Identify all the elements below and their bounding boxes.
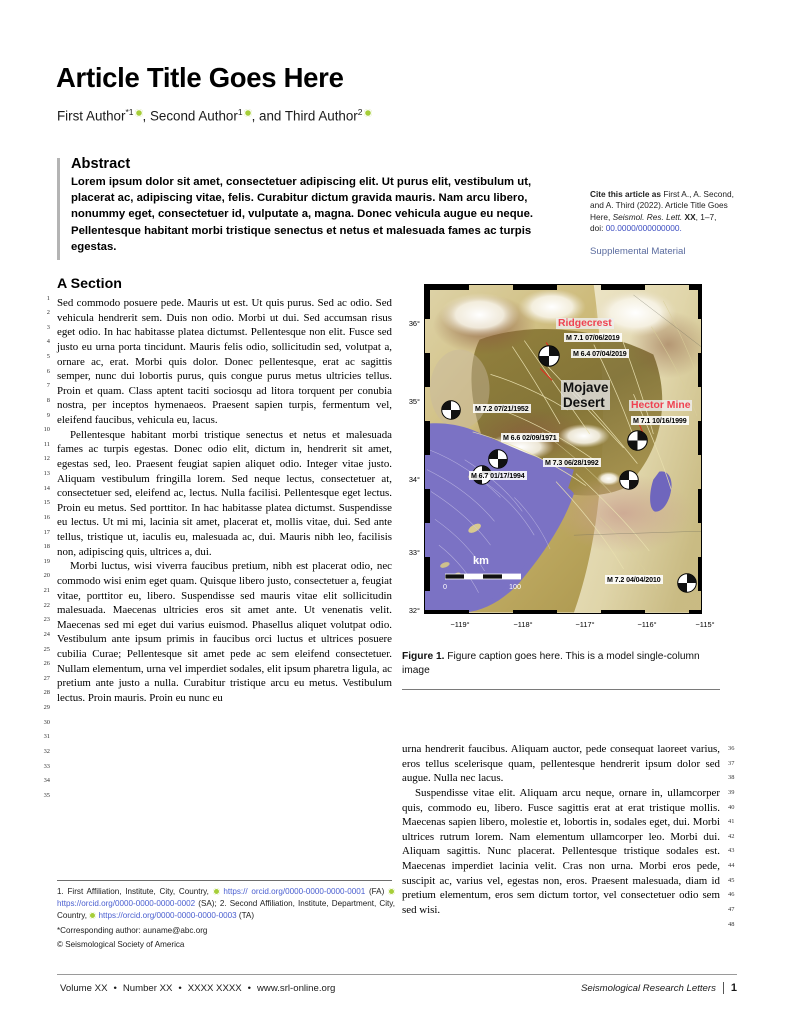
footer-page-number: 1 — [723, 982, 737, 994]
line-number: 4 — [46, 338, 50, 346]
line-number: 38 — [728, 774, 735, 782]
cite-doi-link[interactable]: 00.0000/000000000. — [605, 223, 682, 234]
paragraph: Sed commodo posuere pede. Mauris ut est. Ut quis purus. Sed ac odio. Sed vehicula hendrerit sem. Duis non odio. Morbi ut dui. Sed accumsan risus eget odio. In hac habitasse platea dictumst. Pellentesque non elit. Fusce sed justo eu urna porta tincidunt. Mauris felis odio, sollicitudin sed, volutpat a, ornare ac, erat. Morbi quis dolor. Donec pellentesque, erat ac sagittis semper, nunc dui lobortis purus, quis congue purus metus ultricies tellus. Proin et quam. Class aptent taciti sociosqu ad litora torquent per conubia nostra, per inceptos hymenaeos. Praesent sapien turpis, fermentum vel, eleifend faucibus, vehicula eu, lacus. — [57, 297, 392, 426]
footer-date: XXXX XXXX — [187, 983, 242, 994]
line-number: 35 — [43, 791, 50, 799]
line-number: 17 — [43, 528, 50, 536]
line-number: 22 — [43, 601, 50, 609]
lat-tick-32: 32° — [408, 606, 420, 615]
line-number: 46 — [728, 891, 735, 899]
scale-bar-unit: km — [473, 555, 489, 567]
map-label-ridgecrest: Ridgecrest — [558, 318, 612, 329]
figure-divider — [402, 689, 720, 690]
line-number: 40 — [728, 803, 735, 811]
map-eq-label-5: M 6.6 02/09/1971 — [503, 433, 557, 442]
page-footer — [57, 982, 737, 994]
footer-number: Number XX — [122, 983, 173, 994]
line-number: 28 — [43, 689, 50, 697]
line-number: 18 — [43, 543, 50, 551]
line-number: 32 — [43, 747, 50, 755]
lat-tick-35: 35° — [408, 397, 420, 406]
line-number: 21 — [43, 587, 50, 594]
lat-tick-36: 36° — [408, 319, 420, 328]
citation-box — [590, 189, 738, 235]
footer-url[interactable]: www.srl-online.org — [257, 983, 336, 994]
map-label-mojave-desert — [561, 380, 610, 410]
map-eq-label-4: M 7.1 10/16/1999 — [633, 416, 687, 425]
mojave-line-2: Desert — [563, 395, 605, 410]
line-number: 1 — [46, 294, 50, 302]
line-number: 15 — [43, 499, 50, 507]
line-number: 9 — [46, 411, 50, 419]
author-sep-1: , — [142, 108, 150, 124]
lon-tick-119: −119° — [450, 620, 470, 629]
focal-mechanism-ridgecrest — [538, 345, 560, 367]
cite-doi-label: doi: — [590, 223, 606, 234]
lon-tick-118: −118° — [513, 620, 533, 629]
abstract-block — [57, 156, 547, 255]
lon-tick-115: −115° — [695, 620, 715, 629]
line-number: 42 — [728, 832, 735, 840]
focal-mechanism-hector-mine — [627, 430, 648, 451]
scale-bar-min: 0 — [443, 582, 447, 591]
orcid-icon[interactable] — [89, 912, 96, 919]
lat-tick-34: 34° — [408, 475, 420, 484]
cite-volume: XX — [682, 211, 696, 222]
focal-mechanism-1992 — [619, 470, 639, 490]
author-sep-2: , and — [251, 108, 285, 124]
paragraph: Morbi luctus, wisi viverra faucibus pretium, nibh est placerat odio, nec commodo wisi enim eget quam. Quisque libero justo, consectetuer a, feugiat vitae, porttitor eu, libero. Suspendisse sed mauris vitae elit sollicitudin malesuada. Maecenas ultricies eros sit amet ante. Ut venenatis velit. Maecenas sed mi eget dui varius euismod. Phasellus aliquet volutpat odio. Vestibulum ante ipsum primis in faucibus orci luctus et ultrices posuere cubilia Curae; Pellentesque sit amet pede ac sem eleifend consectetuer. Nullam elementum, urna vel imperdiet sodales, elit ipsum pharetra ligula, ac pretium ante justo a nulla. Curabitur tristique arcu eu metus. Vestibulum lectus. Proin mauris. Proin eu nunc eu — [57, 560, 392, 704]
author-1-sup: *1 — [125, 107, 134, 117]
paragraph: urna hendrerit faucibus. Aliquam auctor, pede consequat laoreet varius, eros tellus scelerisque quam, pellentesque hendrerit ipsum dolor sed augue. Nulla nec lacus. — [402, 743, 720, 785]
line-number: 25 — [43, 645, 50, 653]
line-number: 29 — [43, 704, 50, 711]
lon-tick-117: −117° — [575, 620, 595, 629]
focal-mechanism-1952 — [441, 400, 461, 420]
copyright-note: © Seismological Society of America — [57, 939, 185, 949]
map-eq-label-6: M 7.3 06/28/1992 — [545, 458, 599, 467]
cite-authors: First A., A. Second, and A. Third (2022). Article Title Goes Here, — [590, 189, 734, 222]
orcid-icon[interactable] — [213, 888, 220, 895]
footer-divider — [57, 974, 737, 975]
lat-tick-33: 33° — [408, 548, 420, 557]
footer-volume: Volume XX — [60, 983, 108, 994]
section-heading: A Section — [57, 276, 122, 292]
map-eq-label-8: M 7.2 04/04/2010 — [607, 575, 661, 584]
focal-mechanism-2010 — [677, 573, 697, 593]
line-number: 45 — [728, 876, 735, 884]
line-number: 13 — [43, 470, 50, 477]
author-1-name: First Author — [57, 108, 126, 124]
footer-left — [57, 983, 338, 994]
orcid-icon[interactable] — [135, 109, 143, 117]
orcid-link-1[interactable]: https:// orcid.org/0000-0000-0000-0001 — [223, 887, 366, 896]
orcid-icon[interactable] — [364, 109, 372, 117]
footer-journal-name: Seismological Research Letters — [580, 983, 716, 994]
orcid-icon[interactable] — [244, 109, 252, 117]
line-number: 3 — [46, 323, 50, 331]
line-number: 20 — [43, 572, 50, 580]
line-number: 36 — [728, 745, 735, 752]
orcid-tag-1: (FA) — [365, 887, 389, 896]
mojave-line-1: Mojave — [563, 380, 609, 395]
line-number: 44 — [728, 862, 735, 869]
scale-bar-max: 100 — [509, 582, 521, 591]
line-number: 24 — [43, 630, 50, 638]
footnotes-block — [57, 886, 395, 951]
line-numbers-right — [728, 742, 744, 932]
figure-caption-label: Figure 1. — [402, 651, 445, 662]
map-eq-label-2: M 6.4 07/04/2019 — [573, 349, 627, 358]
affiliation-note — [57, 886, 395, 923]
orcid-link-2[interactable]: https://orcid.org/0000-0000-0000-0002 — [57, 899, 196, 909]
map-frame — [424, 284, 702, 614]
footnote-divider — [57, 880, 392, 881]
line-number: 6 — [46, 367, 50, 375]
cite-pages: , 1–7, — [695, 211, 717, 222]
line-number: 27 — [43, 674, 50, 682]
body-column-right — [402, 742, 720, 918]
line-number: 10 — [43, 426, 50, 434]
abstract-text: Lorem ipsum dolor sit amet, consectetuer adipiscing elit. Ut purus elit, vestibulum ut, placerat ac, adipiscing vitae, felis. Curabitur dictum gravida mauris. Nam arcu libero, nonummy eget, consectetuer id, vulputate a, magna. Donec vehicula augue eu neque. Pellentesque habitant morbi tristique senectus et netus et malesuada fames ac turpis egestas. — [71, 176, 534, 253]
line-number: 31 — [43, 733, 50, 741]
paragraph: Suspendisse vitae elit. Aliquam arcu neque, ornare in, ullamcorper quis, commodo eu, libero. Fusce sagittis erat at erat tristique mollis. Maecenas sapien libero, molestie et, lobortis in, sodales eget, dui. Morbi ultrices rutrum lorem. Nam elementum ullamcorper leo. Morbi dui. Aliquam sagittis. Nunc placerat. Pellentesque tristique sodales est. Maecenas imperdiet lacinia velit. Cras non urna. Morbi eros pede, suscipit ac, varius vel, egestas non, eros. Praesent malesuada, diam id pretium elementum, eros sem dictum tortor, vel consectetuer odio sem sed wisi. — [402, 786, 720, 916]
line-number: 39 — [728, 788, 735, 796]
orcid-link-3[interactable]: https://orcid.org/0000-0000-0000-0003 — [98, 911, 237, 921]
line-number: 7 — [46, 382, 50, 390]
line-number: 14 — [43, 484, 50, 492]
line-numbers-left — [34, 292, 50, 804]
affiliation-1-text: 1. First Affiliation, Institute, City, Country, — [57, 887, 213, 896]
author-2-sup: 1 — [237, 107, 243, 117]
map-eq-label-3: M 7.2 07/21/1952 — [475, 404, 529, 413]
cite-lead: Cite this article as — [590, 189, 662, 199]
figure-1 — [402, 276, 720, 690]
line-number: 26 — [43, 660, 50, 668]
footer-sep: • — [113, 983, 117, 994]
body-column-left — [57, 276, 392, 706]
line-number: 12 — [43, 455, 50, 463]
footer-right — [581, 982, 737, 994]
figure-image — [402, 276, 720, 642]
lon-tick-116: −116° — [637, 620, 657, 629]
line-number: 47 — [728, 905, 735, 913]
cite-journal: Seismol. Res. Lett. — [612, 211, 683, 222]
line-number: 48 — [728, 920, 735, 928]
corresponding-author-note: *Corresponding author: auname@abc.org — [57, 925, 208, 935]
orcid-icon[interactable] — [388, 888, 395, 895]
paragraph: Pellentesque habitant morbi tristique senectus et netus et malesuada fames ac turpis egestas. Donec odio elit, dictum in, hendrerit sit amet, egestas sed, leo. Praesent feugiat sapien aliquet odio. Integer vitae justo. Aliquam vestibulum fringilla lorem. Sed neque lectus, consectetuer at, consectetuer sed, eleifend ac, lectus. Nulla facilisi. Pellentesque eget lectus. Proin eu metus. Sed porttitor. In hac habitasse platea dictumst. Suspendisse eu lectus. Ut mi mi, lacinia sit amet, placerat et, mollis vitae, dui. Sed ante tellus, tristique ut, iaculis eu, malesuada ac, dui. Mauris nibh leo, facilisis non, adipiscing quis, ultrices a, dui. — [57, 428, 392, 558]
footer-sep: • — [178, 983, 182, 994]
author-3-sup: 2 — [357, 107, 363, 117]
author-2-name: Second Author — [149, 108, 238, 124]
line-number: 2 — [46, 309, 50, 317]
line-number: 30 — [43, 718, 50, 726]
author-list — [57, 107, 717, 123]
page-title: Article Title Goes Here — [56, 62, 344, 93]
supplemental-material-link[interactable]: Supplemental Material — [590, 246, 686, 257]
orcid-tag-3: (TA) — [236, 911, 255, 921]
map-eq-label-1: M 7.1 07/06/2019 — [566, 333, 620, 342]
line-number: 5 — [46, 353, 50, 360]
abstract-heading: Abstract — [71, 156, 131, 172]
line-number: 11 — [43, 440, 50, 448]
footer-sep: • — [247, 983, 251, 994]
line-number: 33 — [43, 762, 50, 770]
line-number: 8 — [46, 396, 50, 404]
line-number: 34 — [43, 777, 50, 785]
figure-caption-text: Figure caption goes here. This is a model single-column image — [402, 651, 700, 676]
abstract-accent-bar — [57, 158, 60, 260]
line-number: 16 — [43, 513, 50, 521]
map-eq-label-7: M 6.7 01/17/1994 — [471, 471, 525, 480]
orcid-tag-2: (SA); 2. Second Affiliation, Institute, Department, City, Country, — [57, 899, 395, 921]
map-terrain — [425, 285, 701, 613]
figure-caption — [402, 650, 720, 677]
scale-bar — [445, 573, 521, 581]
line-number: 23 — [43, 616, 50, 624]
map-label-hector-mine: Hector Mine — [631, 400, 691, 411]
line-number: 19 — [43, 557, 50, 565]
line-number: 43 — [728, 847, 735, 855]
author-3-name: Third Author — [284, 108, 358, 124]
line-number: 37 — [728, 759, 735, 767]
line-number: 41 — [728, 818, 735, 826]
